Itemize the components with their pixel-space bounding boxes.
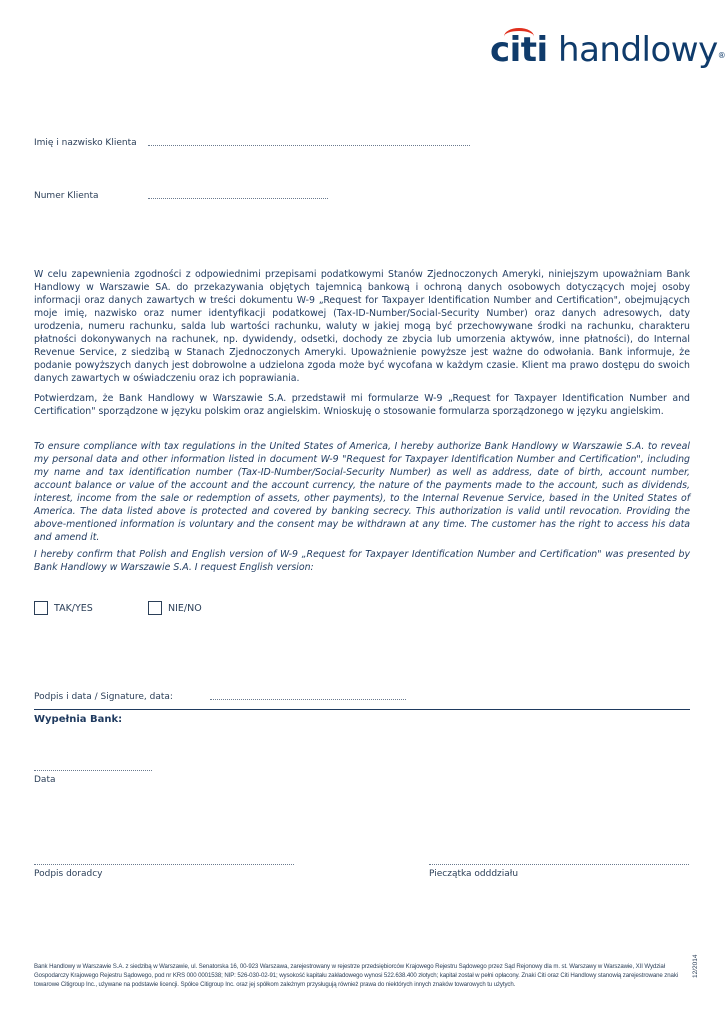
logo-citi-text: citi (490, 30, 548, 70)
no-checkbox[interactable] (148, 601, 162, 615)
client-number-label: Numer Klienta (34, 191, 99, 201)
polish-confirmation-paragraph: Potwierdzam, że Bank Handlowy w Warszawie S.A. przedstawił mi formularze W-9 „Request for Taxpayer Identification Number and Certification" sporządzone w języku polskim oraz angielskim. Wnioskuję o stosowanie formularza sporządzonego w języku angielskim. (34, 393, 690, 417)
polish-authorization-paragraph: W celu zapewnienia zgodności z odpowiednimi przepisami podatkowymi Stanów Zjednoczonych Ameryki, niniejszym upoważniam Bank Handlowy w Warszawie SA. do przekazywania objętych tajemnicą bankową i ochroną danych osobowych dotyczących mojej osoby informacji oraz danych zawartych w treści dokumentu W-9 „Request for Taxpayer Identification Number and Certification", obejmujących moje imię, nazwisko oraz numer identyfikacji podatkowej (Tax-ID-Number/Social-Security Number) oraz danych adresowych, daty urodzenia, numeru rachunku, salda lub wartości rachunku, waluty w jakiej mogą być przechowywane środki na rachunku, charakteru płatności dokonywanych na rachunek, np. dywidendy, odsetki, dochody ze zbycia lub umorzenia aktywów, inne płatności), do Internal Revenue Service, z siedzibą w Stanach Zjednoczonych Ameryki. Upoważnienie powyższe jest ważne do odwołania. Bank informuje, że podanie powyższych danych jest dobrowolne a udzielona zgoda może być wycofana w każdym czasie. Klient ma prawo dostępu do swoich danych zawartych w oświadczeniu oraz ich poprawiania. (34, 269, 690, 384)
advisor-signature-label: Podpis doradcy (34, 869, 103, 879)
legal-footer: Bank Handlowy w Warszawie S.A. z siedzibą w Warszawie, ul. Senatorska 16, 00-923 Warszawa, zarejestrowany w rejestrze przedsiębiorców Krajowego Rejestru Sądowego przez Sąd Rejonowy dla m. st. Warszawy w Warszawie, XII Wydział Gospodarczy Krajowego Rejestru Sądowego, pod nr KRS 000 0001538; NIP: 526-030-02-91; wysokość kapitału zakładowego wynosi 522.638.400 złotych; kapitał został w pełni opłacony. Znaki Citi oraz Citi Handlowy stanowią zarejestrowane znaki towarowe Citigroup Inc., używane na podstawie licencji. Spółce Citigroup Inc. oraz jej spółkom zależnym przysługują również prawa do niektórych innych znaków towarowych tu użytych. (34, 963, 679, 988)
logo-handlowy-text: handlowy (558, 30, 718, 70)
client-number-field[interactable] (148, 198, 328, 199)
signature-field[interactable] (210, 699, 406, 700)
section-divider (34, 709, 690, 710)
date-field[interactable] (34, 770, 152, 771)
english-authorization-paragraph: To ensure compliance with tax regulations in the United States of America, I hereby authorize Bank Handlowy w Warszawie S.A. to reveal my personal data and other information listed in document W-9 "Request for Taxpayer Identification Number and Certification", including my name and tax identification number (Tax-ID-Number/Social-Security Number) as well as address, date of birth, account number, account balance or value of the account and the account currency, the nature of the payments made to the account, such as dividends, interest, income from the sale or redemption of assets, other payments), to the Internal Revenue Service, based in the United States of America. The data listed above is protected and covered by banking secrecy. This authorization is valid until revocation. Providing the above-mentioned information is voluntary and the consent may be withdrawn at any time. The customer has the right to access his data and amend it. (34, 441, 690, 543)
client-name-label: Imię i nazwisko Klienta (34, 138, 137, 148)
yes-checkbox[interactable] (34, 601, 48, 615)
english-confirmation-paragraph: I hereby confirm that Polish and English version of W-9 „Request for Taxpayer Identification Number and Certification" was presented by Bank Handlowy w Warszawie S.A. I request English version: (34, 549, 690, 573)
citi-arc-icon (504, 28, 534, 45)
branch-stamp-field[interactable] (429, 864, 689, 865)
form-version-date: 12/2014 (692, 954, 699, 978)
logo-reg-mark: ® (717, 51, 725, 60)
date-label: Data (34, 775, 56, 785)
client-name-field[interactable] (148, 145, 470, 146)
citi-handlowy-logo (490, 30, 725, 70)
bank-section-title: Wypełnia Bank: (34, 714, 123, 725)
signature-label: Podpis i data / Signature, data: (34, 692, 173, 702)
yes-label: TAK/YES (54, 603, 93, 614)
no-label: NIE/NO (168, 603, 202, 614)
branch-stamp-label: Pieczątka odddziału (429, 869, 519, 879)
advisor-signature-field[interactable] (34, 864, 294, 865)
